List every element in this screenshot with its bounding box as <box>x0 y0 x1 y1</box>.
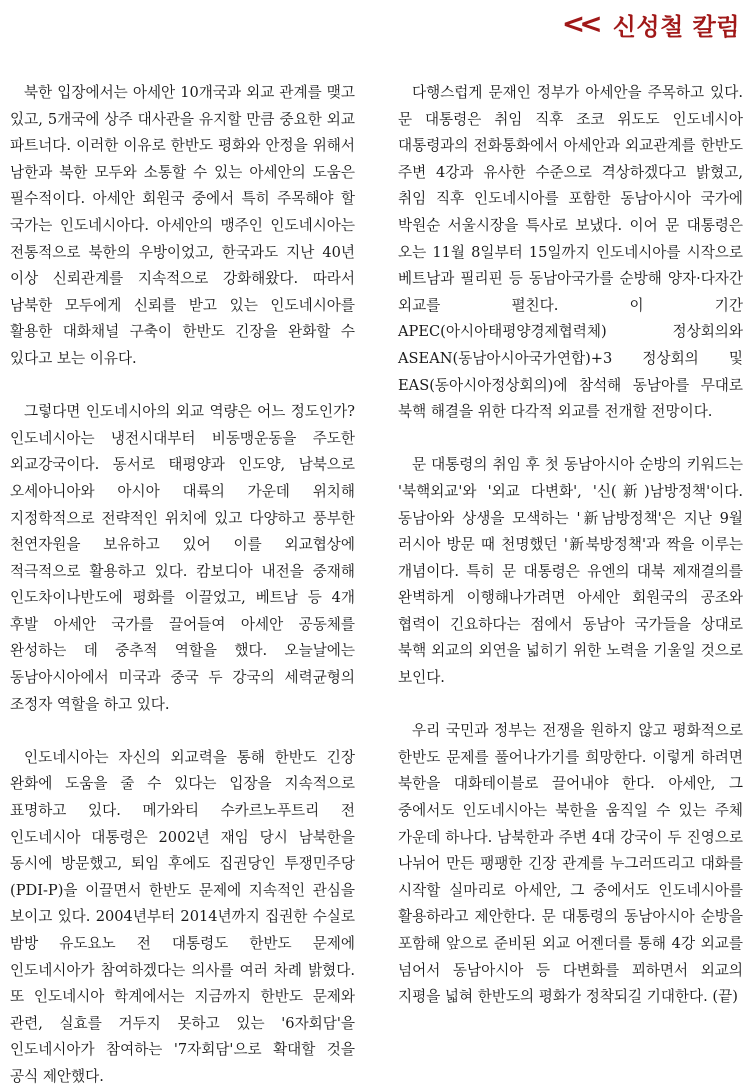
right-column <box>398 80 743 1011</box>
paragraph: 인도네시아는 자신의 외교력을 통해 한반도 긴장 완화에 도움을 줄 수 있다는 입장을 지속적으로 표명하고 있다. 메가와티 수카르노푸트리 전 인도네시아 대통령은 2002년 재임 당시 남북한을 동시에 방문했고, 퇴임 후에도 집권당인 투쟁민주당(PDI-P)을 이끌면서 한반도 문제에 지속적인 관심을 보이고 있다. 2004년부터 2014년까지 집권한 수실로 밤방 유도요노 전 대통령도 한반도 문제에 인도네시아가 참여하겠다는 의사를 여러 차례 밝혔다. 또 인도네시아 학계에서는 지금까지 한반도 문제와 관련, 실효를 거두지 못하고 있는 '6자회담'을 인도네시아가 참여하는 '7자회담'으로 확대할 것을 공식 제안했다. <box>10 748 355 1085</box>
paragraph: 우리 국민과 정부는 전쟁을 원하지 않고 평화적으로 한반도 문제를 풀어나가기를 희망한다. 이렇게 하려면 북한을 대화테이블로 끌어내야 한다. 아세안, 그 중에서도 인도네시아는 북한을 움직일 수 있는 주체 가운데 하나다. 남북한과 주변 4대 강국이 두 진영으로 나뉘어 만든 팽팽한 긴장 관계를 누그러뜨리고 대화를 시작할 실마리로 아세안, 그 중에서도 인도네시아를 활용하라고 제안한다. 문 대통령의 동남아시아 순방을 포함해 앞으로 준비된 외교 어젠더를 통해 4강 외교를 넘어서 동남아시아 등 다변화를 꾀하면서 외교의 지평을 넓혀 한반도의 평화가 정착되길 기대한다. (끝) <box>398 722 743 1006</box>
left-column <box>10 80 355 1091</box>
paragraph: 다행스럽게 문재인 정부가 아세안을 주목하고 있다. 문 대통령은 취임 직후 조코 위도도 인도네시아 대통령과의 전화통화에서 아세안과 외교관계를 한반도 주변 4강과 유사한 수준으로 격상하겠다고 밝혔고, 취임 직후 인도네시아를 포함한 동남아시아 국가에 박원순 서울시장을 특사로 보냈다. 이어 문 대통령은 오는 11월 8일부터 15일까지 인도네시아를 시작으로 베트남과 필리핀 등 동남아국가를 순방해 양자·다자간 외교를 펼친다. 이 기간 APEC(아시아태평양경제협력체) 정상회의와 ASEAN(동남아시아국가연합)+3 정상회의 및 EAS(동아시아정상회의)에 참석해 동남아를 무대로 북핵 해결을 위한 다각적 외교를 전개할 전망이다. <box>398 84 743 421</box>
paragraph: 그렇다면 인도네시아의 외교 역량은 어느 정도인가? 인도네시아는 냉전시대부터 비동맹운동을 주도한 외교강국이다. 동서로 태평양과 인도양, 남북으로 오세아니아와 아시아 대륙의 가운데 위치해 지정학적으로 전략적인 위치에 있고 다양하고 풍부한 천연자원을 보유하고 있어 이를 외교협상에 적극적으로 활용하고 있다. 캄보디아 내전을 중재해 인도차이나반도에 평화를 이끌었고, 베트남 등 4개 후발 아세안 국가를 끌어들여 아세안 공동체를 완성하는 데 중추적 역할을 했다. 오늘날에는 동남아시아에서 미국과 중국 두 강국의 세력균형의 조정자 역할을 하고 있다. <box>10 403 355 713</box>
double-chevron-left-icon: << <box>561 7 597 40</box>
paragraph: 북한 입장에서는 아세안 10개국과 외교 관계를 맺고 있고, 5개국에 상주 대사관을 유지할 만큼 중요한 외교 파트너다. 이러한 이유로 한반도 평화와 안정을 위해서 남한과 북한 모두와 소통할 수 있는 아세안의 도움은 필수적이다. 아세안 회원국 중에서 특히 주목해야 할 국가는 인도네시아다. 아세안의 맹주인 인도네시아는 전통적으로 북한의 우방이었고, 한국과도 지난 40년 이상 신뢰관계를 지속적으로 강화해왔다. 따라서 남북한 모두에게 신뢰를 받고 있는 인도네시아를 활용한 대화채널 구축이 한반도 긴장을 완화할 수 있다고 보는 이유다. <box>10 84 355 367</box>
paragraph: 문 대통령의 취임 후 첫 동남아시아 순방의 키워드는 '북핵외교'와 '외교 다변화', '신(新)남방정책'이다. 동남아와 상생을 모색하는 '新남방정책'은 지난 9월 러시아 방문 때 천명했던 '新북방정책'과 짝을 이루는 개념이다. 특히 문 대통령은 유엔의 대북 제재결의를 완벽하게 이행해나가려면 아세안 회원국의 공조와 협력이 긴요하다는 점에서 동남아 국가들을 상대로 북핵 외교의 외연을 넓히기 위한 노력을 기울일 것으로 보인다. <box>398 456 743 687</box>
column-title: 신성철 칼럼 <box>612 12 740 41</box>
column-header <box>562 6 740 42</box>
